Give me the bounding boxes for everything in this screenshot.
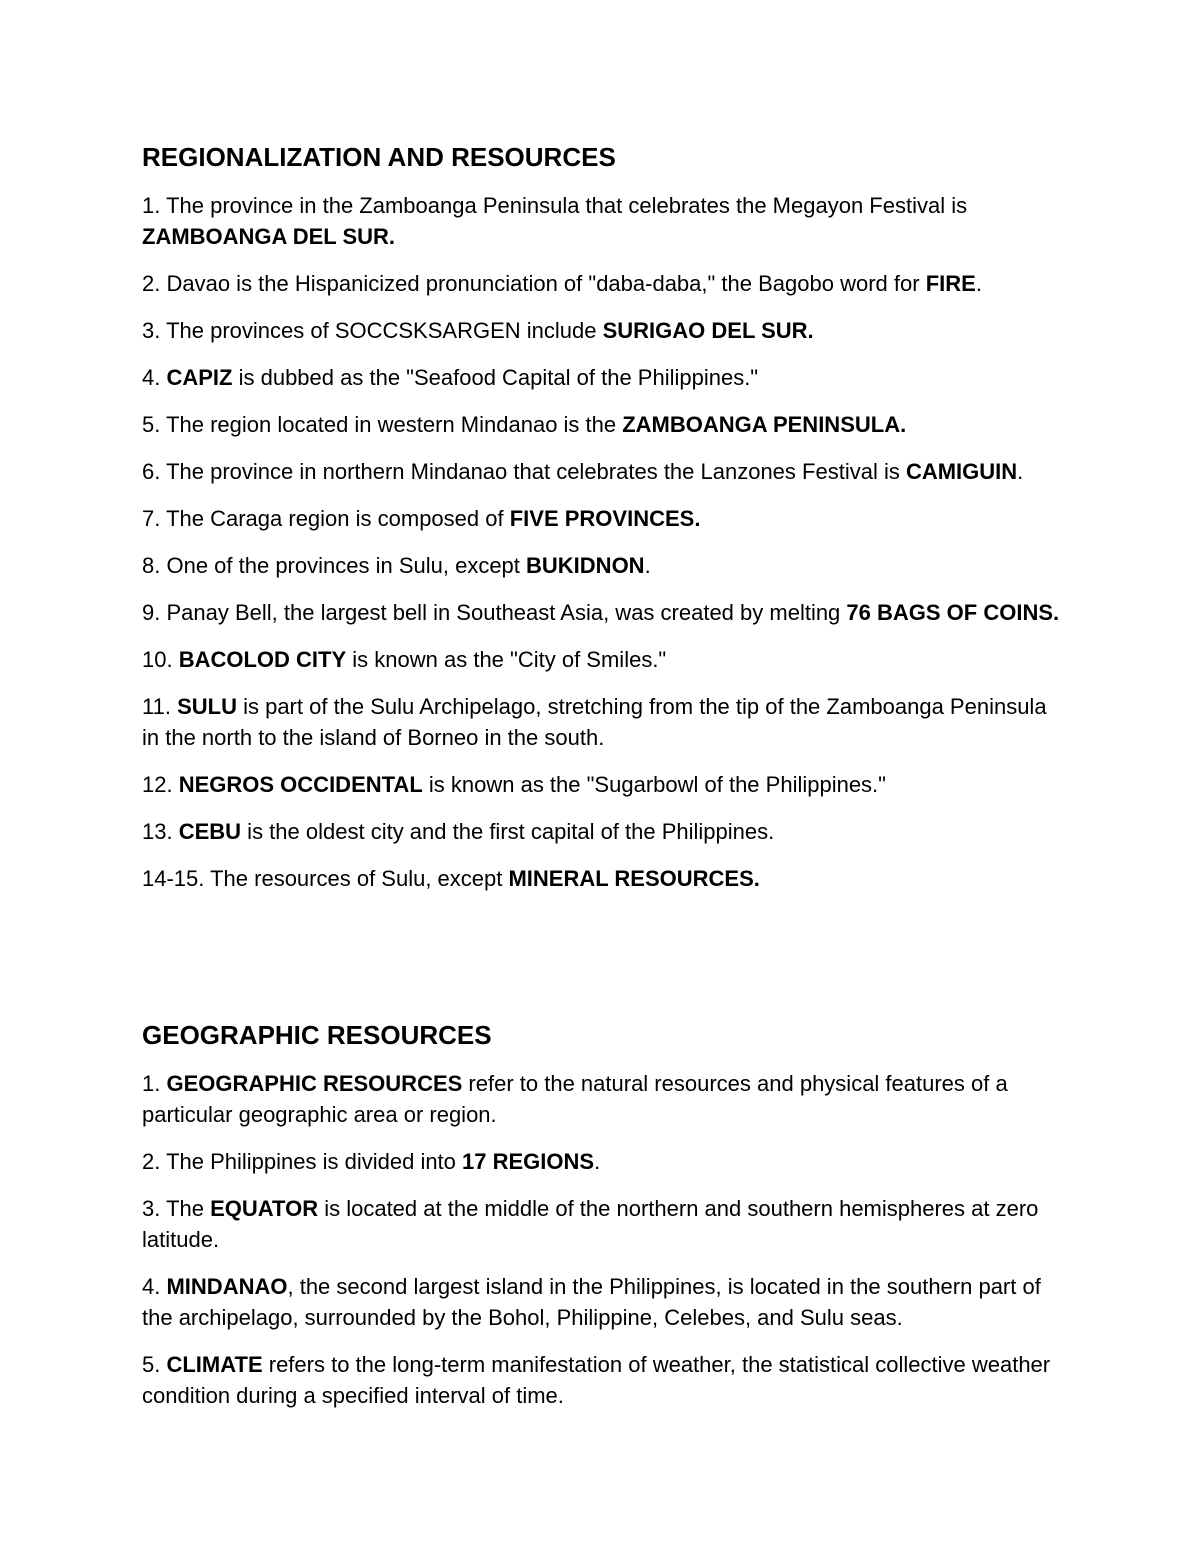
item-number: 4. <box>142 1274 161 1299</box>
list-item <box>142 409 1060 440</box>
item-text: . <box>975 271 982 296</box>
item-number: 11. <box>142 694 171 719</box>
list-item <box>142 550 1060 581</box>
list-item <box>142 691 1060 753</box>
item-text: The province in the Zamboanga Peninsula that celebrates the Megayon Festival is <box>160 193 968 218</box>
list-item <box>142 362 1060 393</box>
item-text: is known as the "Sugarbowl of the Philippines." <box>422 772 886 797</box>
item-text: Davao is the Hispanicized pronunciation of "daba-daba," the Bagobo word for <box>160 271 926 296</box>
item-list <box>142 1068 1060 1411</box>
item-text: , the second largest island in the Philippines, is located in the southern part of the archipelago, surrounded by the Bohol, Philippine, Celebes, and Sulu seas. <box>142 1274 1041 1330</box>
item-number: 1. <box>142 1071 161 1096</box>
item-text: is the oldest city and the first capital of the Philippines. <box>241 819 775 844</box>
item-text: . <box>594 1149 601 1174</box>
item-number: 3. <box>142 1196 161 1221</box>
item-number: 3. <box>142 318 161 343</box>
answer-text: ZAMBOANGA DEL SUR. <box>142 224 395 249</box>
answer-text: GEOGRAPHIC RESOURCES <box>166 1071 463 1096</box>
list-item <box>142 597 1060 628</box>
list-item <box>142 503 1060 534</box>
answer-text: EQUATOR <box>210 1196 319 1221</box>
item-text: The Philippines is divided into <box>160 1149 463 1174</box>
list-item <box>142 1068 1060 1130</box>
list-item <box>142 1271 1060 1333</box>
item-text: One of the provinces in Sulu, except <box>160 553 527 578</box>
item-number: 6. <box>142 459 161 484</box>
item-text: . <box>644 553 651 578</box>
list-item <box>142 769 1060 800</box>
section-regionalization <box>142 138 1060 910</box>
item-text: The provinces of SOCCSKSARGEN include <box>160 318 603 343</box>
list-item <box>142 190 1060 252</box>
item-number: 8. <box>142 553 161 578</box>
answer-text: CLIMATE <box>166 1352 263 1377</box>
answer-text: BUKIDNON <box>526 553 645 578</box>
item-number: 2. <box>142 1149 161 1174</box>
item-number: 5. <box>142 412 161 437</box>
item-text: is located at the middle of the northern and southern hemispheres at zero latitude. <box>142 1196 1039 1252</box>
item-number: 5. <box>142 1352 161 1377</box>
answer-text: SURIGAO DEL SUR. <box>602 318 814 343</box>
answer-text: CAPIZ <box>166 365 233 390</box>
answer-text: BACOLOD CITY <box>178 647 347 672</box>
list-item <box>142 816 1060 847</box>
item-text: refers to the long-term manifestation of weather, the statistical collective weather condition during a specified interval of time. <box>142 1352 1051 1408</box>
item-text: The <box>160 1196 211 1221</box>
answer-text: CEBU <box>178 819 242 844</box>
item-text: Panay Bell, the largest bell in Southeast Asia, was created by melting <box>160 600 847 625</box>
list-item <box>142 863 1060 894</box>
item-text: . <box>1017 459 1024 484</box>
item-text: is known as the "City of Smiles." <box>346 647 667 672</box>
item-number: 1. <box>142 193 161 218</box>
list-item <box>142 268 1060 299</box>
list-item <box>142 456 1060 487</box>
list-item <box>142 315 1060 346</box>
item-text: The resources of Sulu, except <box>204 866 509 891</box>
section-heading: REGIONALIZATION AND RESOURCES <box>142 142 616 172</box>
answer-text: FIVE PROVINCES. <box>509 506 701 531</box>
list-item <box>142 1193 1060 1255</box>
item-number: 2. <box>142 271 161 296</box>
answer-text: ZAMBOANGA PENINSULA. <box>622 412 907 437</box>
section-heading: GEOGRAPHIC RESOURCES <box>142 1020 492 1050</box>
answer-text: FIRE <box>925 271 976 296</box>
answer-text: MINERAL RESOURCES. <box>508 866 760 891</box>
item-number: 12. <box>142 772 173 797</box>
item-text: is part of the Sulu Archipelago, stretching from the tip of the Zamboanga Peninsula in the north to the island of Borneo in the south. <box>142 694 1047 750</box>
answer-text: NEGROS OCCIDENTAL <box>178 772 423 797</box>
item-number: 10. <box>142 647 173 672</box>
item-text: is dubbed as the "Seafood Capital of the Philippines." <box>232 365 759 390</box>
answer-text: MINDANAO <box>166 1274 288 1299</box>
item-number: 14-15. <box>142 866 205 891</box>
item-text: The Caraga region is composed of <box>160 506 510 531</box>
answer-text: SULU <box>177 694 237 719</box>
item-number: 4. <box>142 365 161 390</box>
section-geographic-resources <box>142 1016 1060 1427</box>
item-list <box>142 190 1060 894</box>
item-number: 9. <box>142 600 161 625</box>
item-text: The region located in western Mindanao is the <box>160 412 623 437</box>
answer-text: CAMIGUIN <box>905 459 1018 484</box>
item-number: 13. <box>142 819 173 844</box>
answer-text: 76 BAGS OF COINS. <box>846 600 1060 625</box>
list-item <box>142 644 1060 675</box>
list-item <box>142 1146 1060 1177</box>
item-text: refer to the natural resources and physical features of a particular geographic area or region. <box>142 1071 1008 1127</box>
answer-text: 17 REGIONS <box>462 1149 595 1174</box>
item-text: The province in northern Mindanao that celebrates the Lanzones Festival is <box>160 459 906 484</box>
list-item <box>142 1349 1060 1411</box>
item-number: 7. <box>142 506 161 531</box>
